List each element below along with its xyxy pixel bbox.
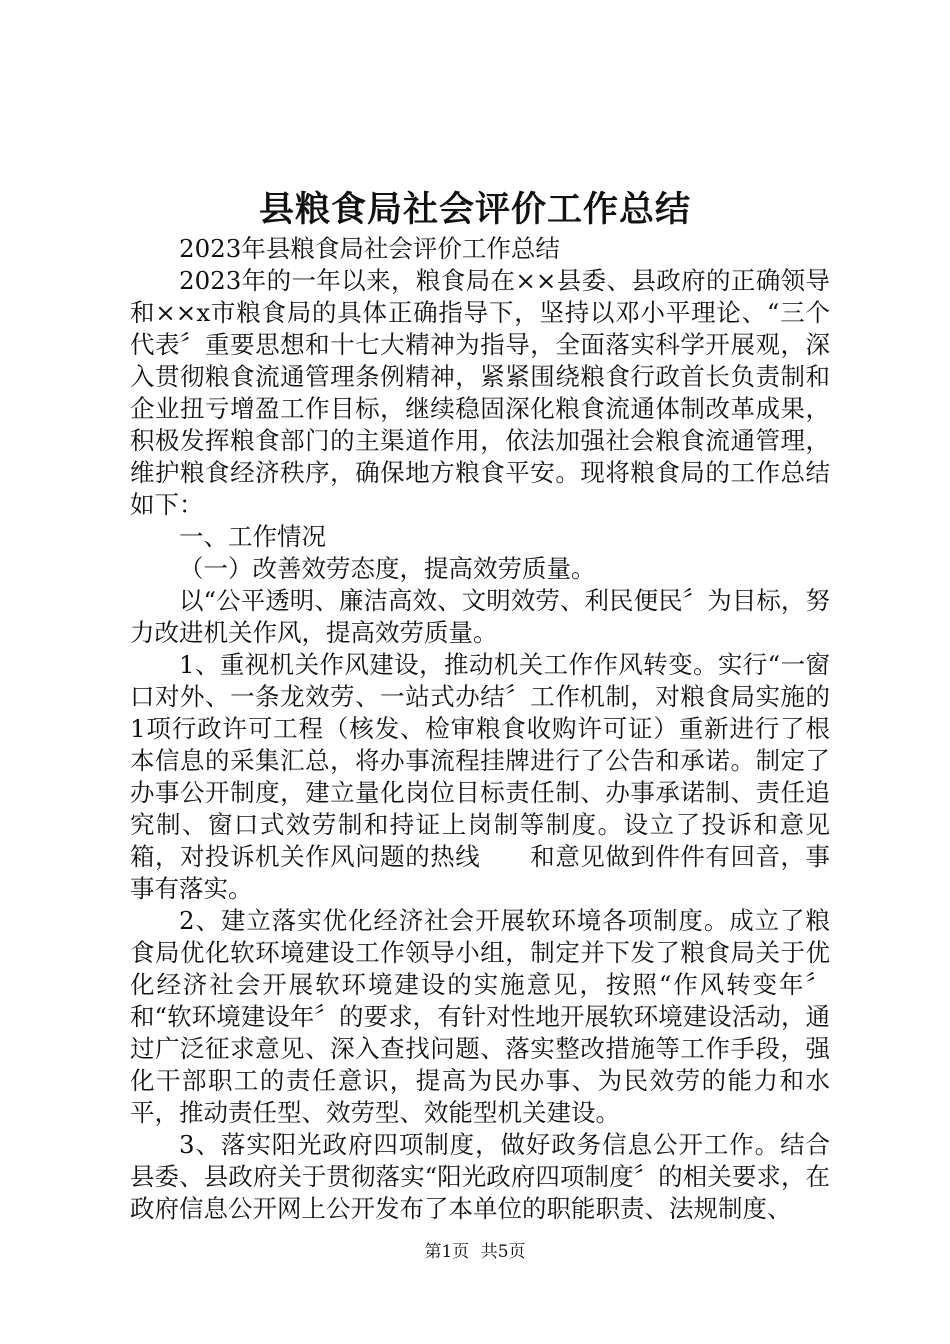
body-paragraph: 2、建立落实优化经济社会开展软环境各项制度。成立了粮食局优化软环境建设工作领导小组，制定并下发了粮食局关于优化经济社会开展软环境建设的实施意见，按照“作风转变年〞和“软环境建设年〞的要求，有针对性地开展软环境建设活动，通过广泛征求意见、深入查找问题、落实整改措施等工作手段，强化干部职工的责任意识，提高为民办事、为民效劳的能力和水平，推动责任型、效劳型、效能型机关建设。: [130, 906, 830, 1127]
section-heading: 一、工作情况: [179, 522, 326, 551]
page-total: 共5页: [480, 1242, 526, 1262]
page-number: 第1页: [424, 1242, 470, 1262]
body-paragraph: 以“公平透明、廉洁高效、文明效劳、利民便民〞为目标，努力改进机关作风，提高效劳质量。: [130, 586, 830, 647]
page-footer: [0, 1241, 950, 1263]
subsection-heading: （一）改善效劳态度，提高效劳质量。: [179, 554, 596, 583]
document-title: 县粮食局社会评价工作总结: [258, 189, 691, 230]
intro-paragraph: 2023年的一年以来，粮食局在××县委、县政府的正确领导和××x市粮食局的具体正确指导下，坚持以邓小平理论、“三个代表〞重要思想和十七大精神为指导，全面落实科学开展观，深入贯彻粮食流通管理条例精神，紧紧围绕粮食行政首长负责制和企业扭亏增盈工作目标，继续稳固深化粮食流通体制改革成果，积极发挥粮食部门的主渠道作用，依法加强社会粮食流通管理，维护粮食经济秩序，确保地方粮食平安。现将粮食局的工作总结如下：: [130, 266, 830, 519]
subtitle-paragraph: 2023年县粮食局社会评价工作总结: [179, 234, 560, 263]
body-paragraph: 1、重视机关作风建设，推动机关工作作风转变。实行“一窗口对外、一条龙效劳、一站式办结〞工作机制，对粮食局实施的1项行政许可工程（核发、检审粮食收购许可证）重新进行了根本信息的采集汇总，将办事流程挂牌进行了公告和承诺。制定了办事公开制度，建立量化岗位目标责任制、办事承诺制、责任追究制、窗口式效劳制和持证上岗制等制度。设立了投诉和意见箱，对投诉机关作风问题的热线 和意见做到件件有回音，事事有落实。: [130, 650, 830, 903]
body-paragraph: 3、落实阳光政府四项制度，做好政务信息公开工作。结合县委、县政府关于贯彻落实“阳光政府四项制度〞的相关要求，在政府信息公开网上公开发布了本单位的职能职责、法规制度、: [130, 1130, 830, 1223]
document-body: [130, 233, 830, 1225]
